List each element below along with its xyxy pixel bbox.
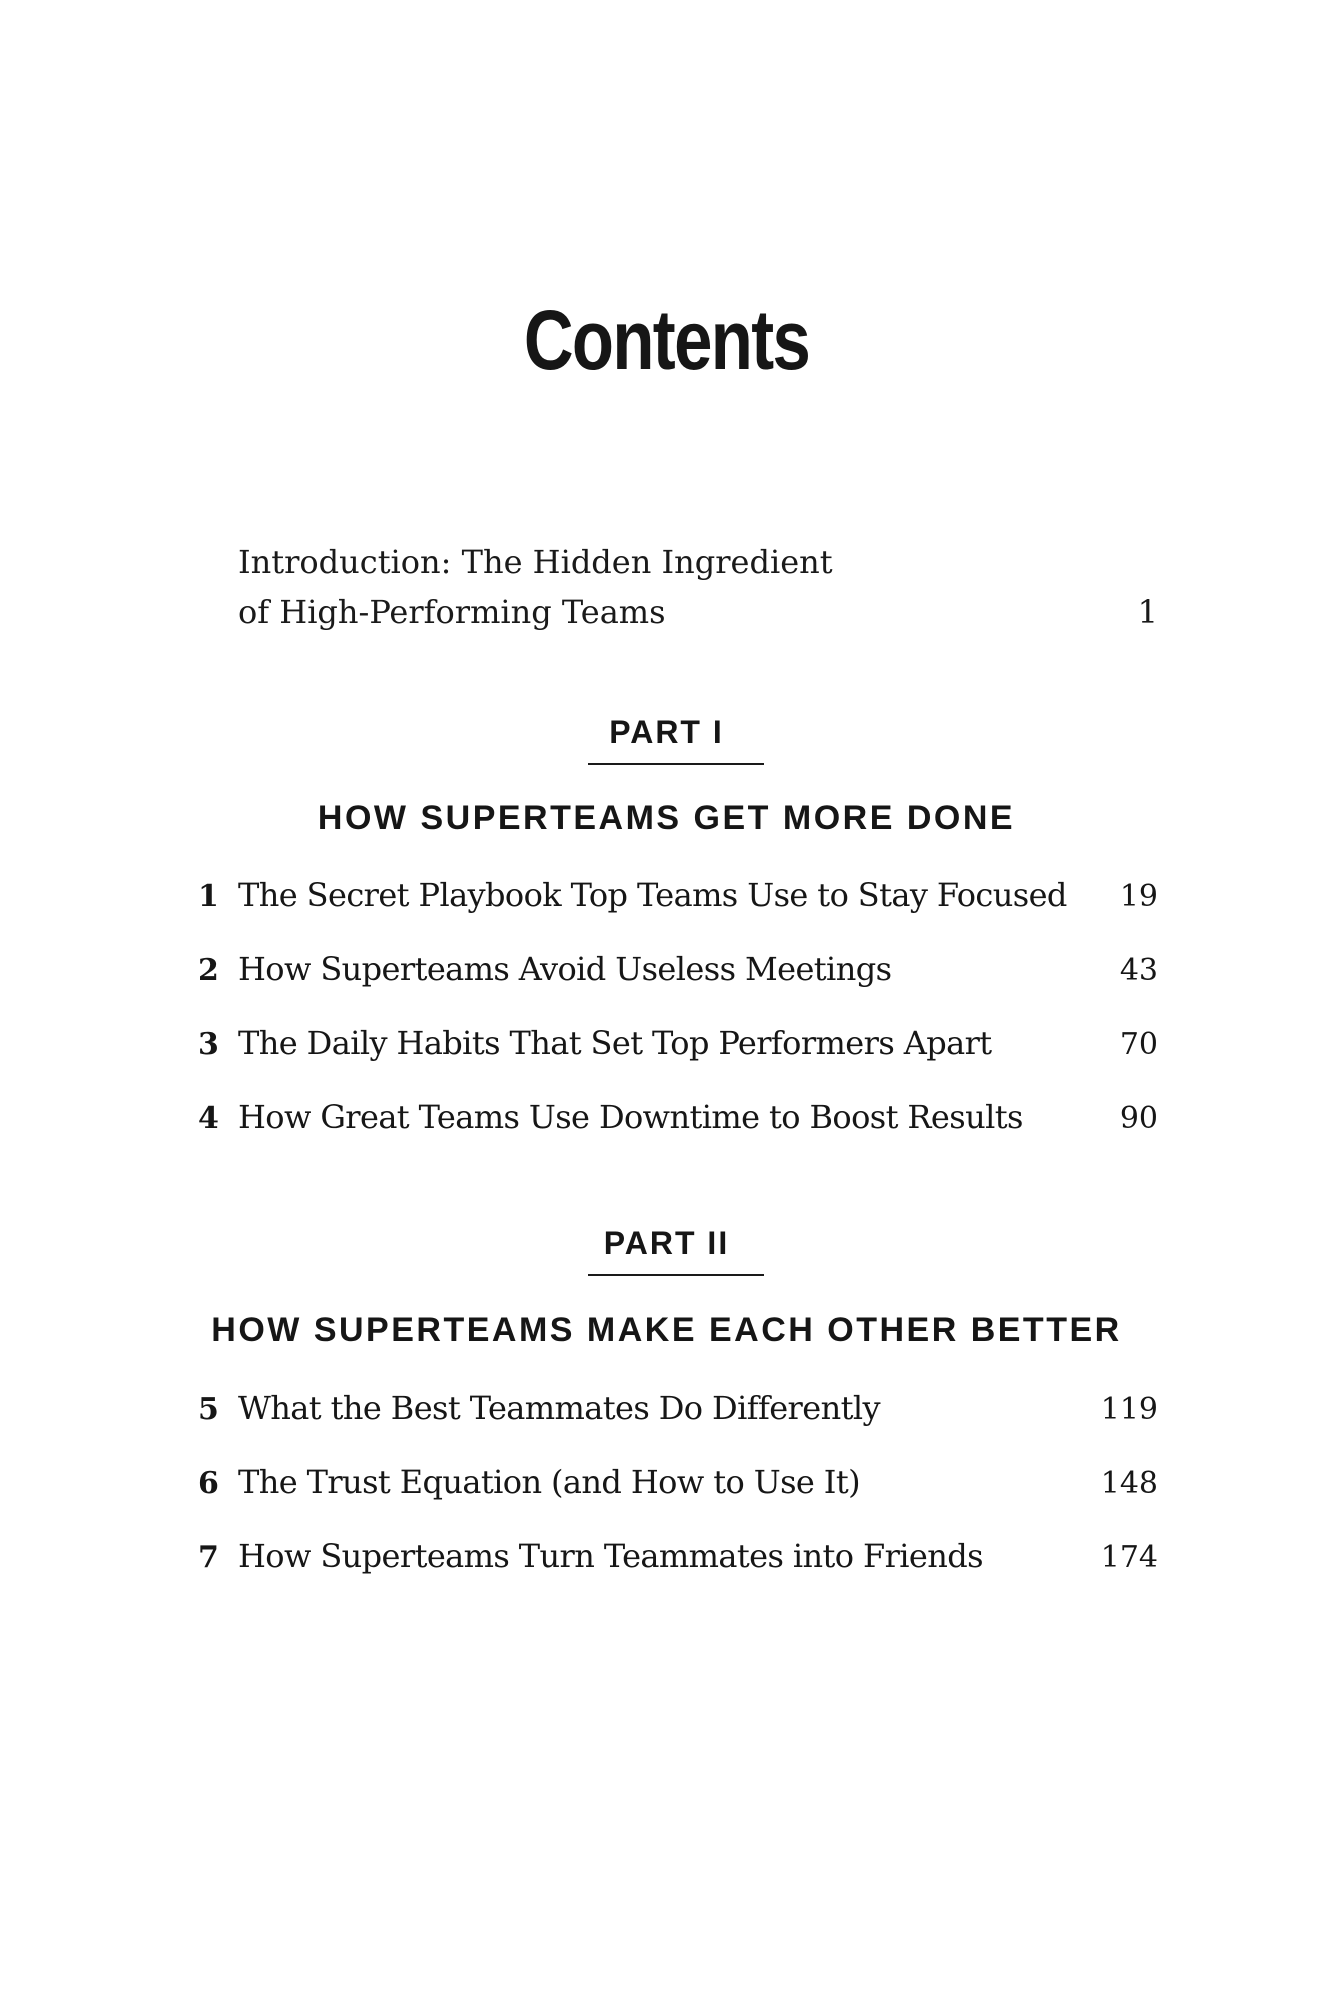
- chapter-list: [198, 1389, 1158, 1611]
- part-heading: HOW SUPERTEAMS MAKE EACH OTHER BETTER: [211, 1311, 1122, 1349]
- chapter-page-number: 43: [1119, 953, 1158, 988]
- chapter-page-number: 174: [1100, 1540, 1158, 1575]
- chapter-page-number: 148: [1100, 1466, 1158, 1501]
- chapter-page-number: 19: [1119, 879, 1158, 914]
- introduction-title-row: [238, 587, 1158, 637]
- chapter-entry: [198, 1098, 1158, 1172]
- chapter-entry: [198, 1389, 1158, 1463]
- chapter-number: 2: [198, 953, 219, 988]
- page-title: Contents: [523, 293, 810, 387]
- chapter-page-number: 70: [1119, 1027, 1158, 1062]
- chapter-entry: [198, 1024, 1158, 1098]
- chapter-title: The Secret Playbook Top Teams Use to Stay Focused: [238, 876, 1067, 914]
- chapter-entry: [198, 1463, 1158, 1537]
- chapter-page-number: 90: [1119, 1101, 1158, 1136]
- introduction-page-number: 1: [1137, 593, 1158, 631]
- chapter-entry: [198, 1537, 1158, 1611]
- chapter-entry: [198, 950, 1158, 1024]
- chapter-number: 6: [198, 1466, 219, 1501]
- chapter-number: 7: [198, 1540, 219, 1575]
- part-label: PART II: [603, 1225, 730, 1261]
- chapter-page-number: 119: [1100, 1392, 1158, 1427]
- chapter-title: The Trust Equation (and How to Use It): [238, 1463, 860, 1501]
- part-label: PART I: [609, 714, 724, 750]
- part-divider: [588, 1274, 764, 1276]
- chapter-title: What the Best Teammates Do Differently: [238, 1389, 880, 1427]
- chapter-title: How Great Teams Use Downtime to Boost Results: [238, 1098, 1023, 1136]
- chapter-number: 1: [198, 879, 219, 914]
- chapter-number: 4: [198, 1101, 219, 1136]
- introduction-title-line-2: of High-Performing Teams: [238, 593, 666, 631]
- chapter-title: How Superteams Turn Teammates into Friends: [238, 1537, 983, 1575]
- chapter-entry: [198, 876, 1158, 950]
- chapter-list: [198, 876, 1158, 1172]
- chapter-number: 5: [198, 1392, 219, 1427]
- part-heading: HOW SUPERTEAMS GET MORE DONE: [317, 799, 1016, 837]
- chapter-title: The Daily Habits That Set Top Performers Apart: [238, 1024, 992, 1062]
- chapter-title: How Superteams Avoid Useless Meetings: [238, 950, 892, 988]
- introduction-entry: [238, 537, 1158, 637]
- chapter-number: 3: [198, 1027, 219, 1062]
- part-divider: [588, 763, 764, 765]
- introduction-title-line-1: Introduction: The Hidden Ingredient: [238, 543, 833, 581]
